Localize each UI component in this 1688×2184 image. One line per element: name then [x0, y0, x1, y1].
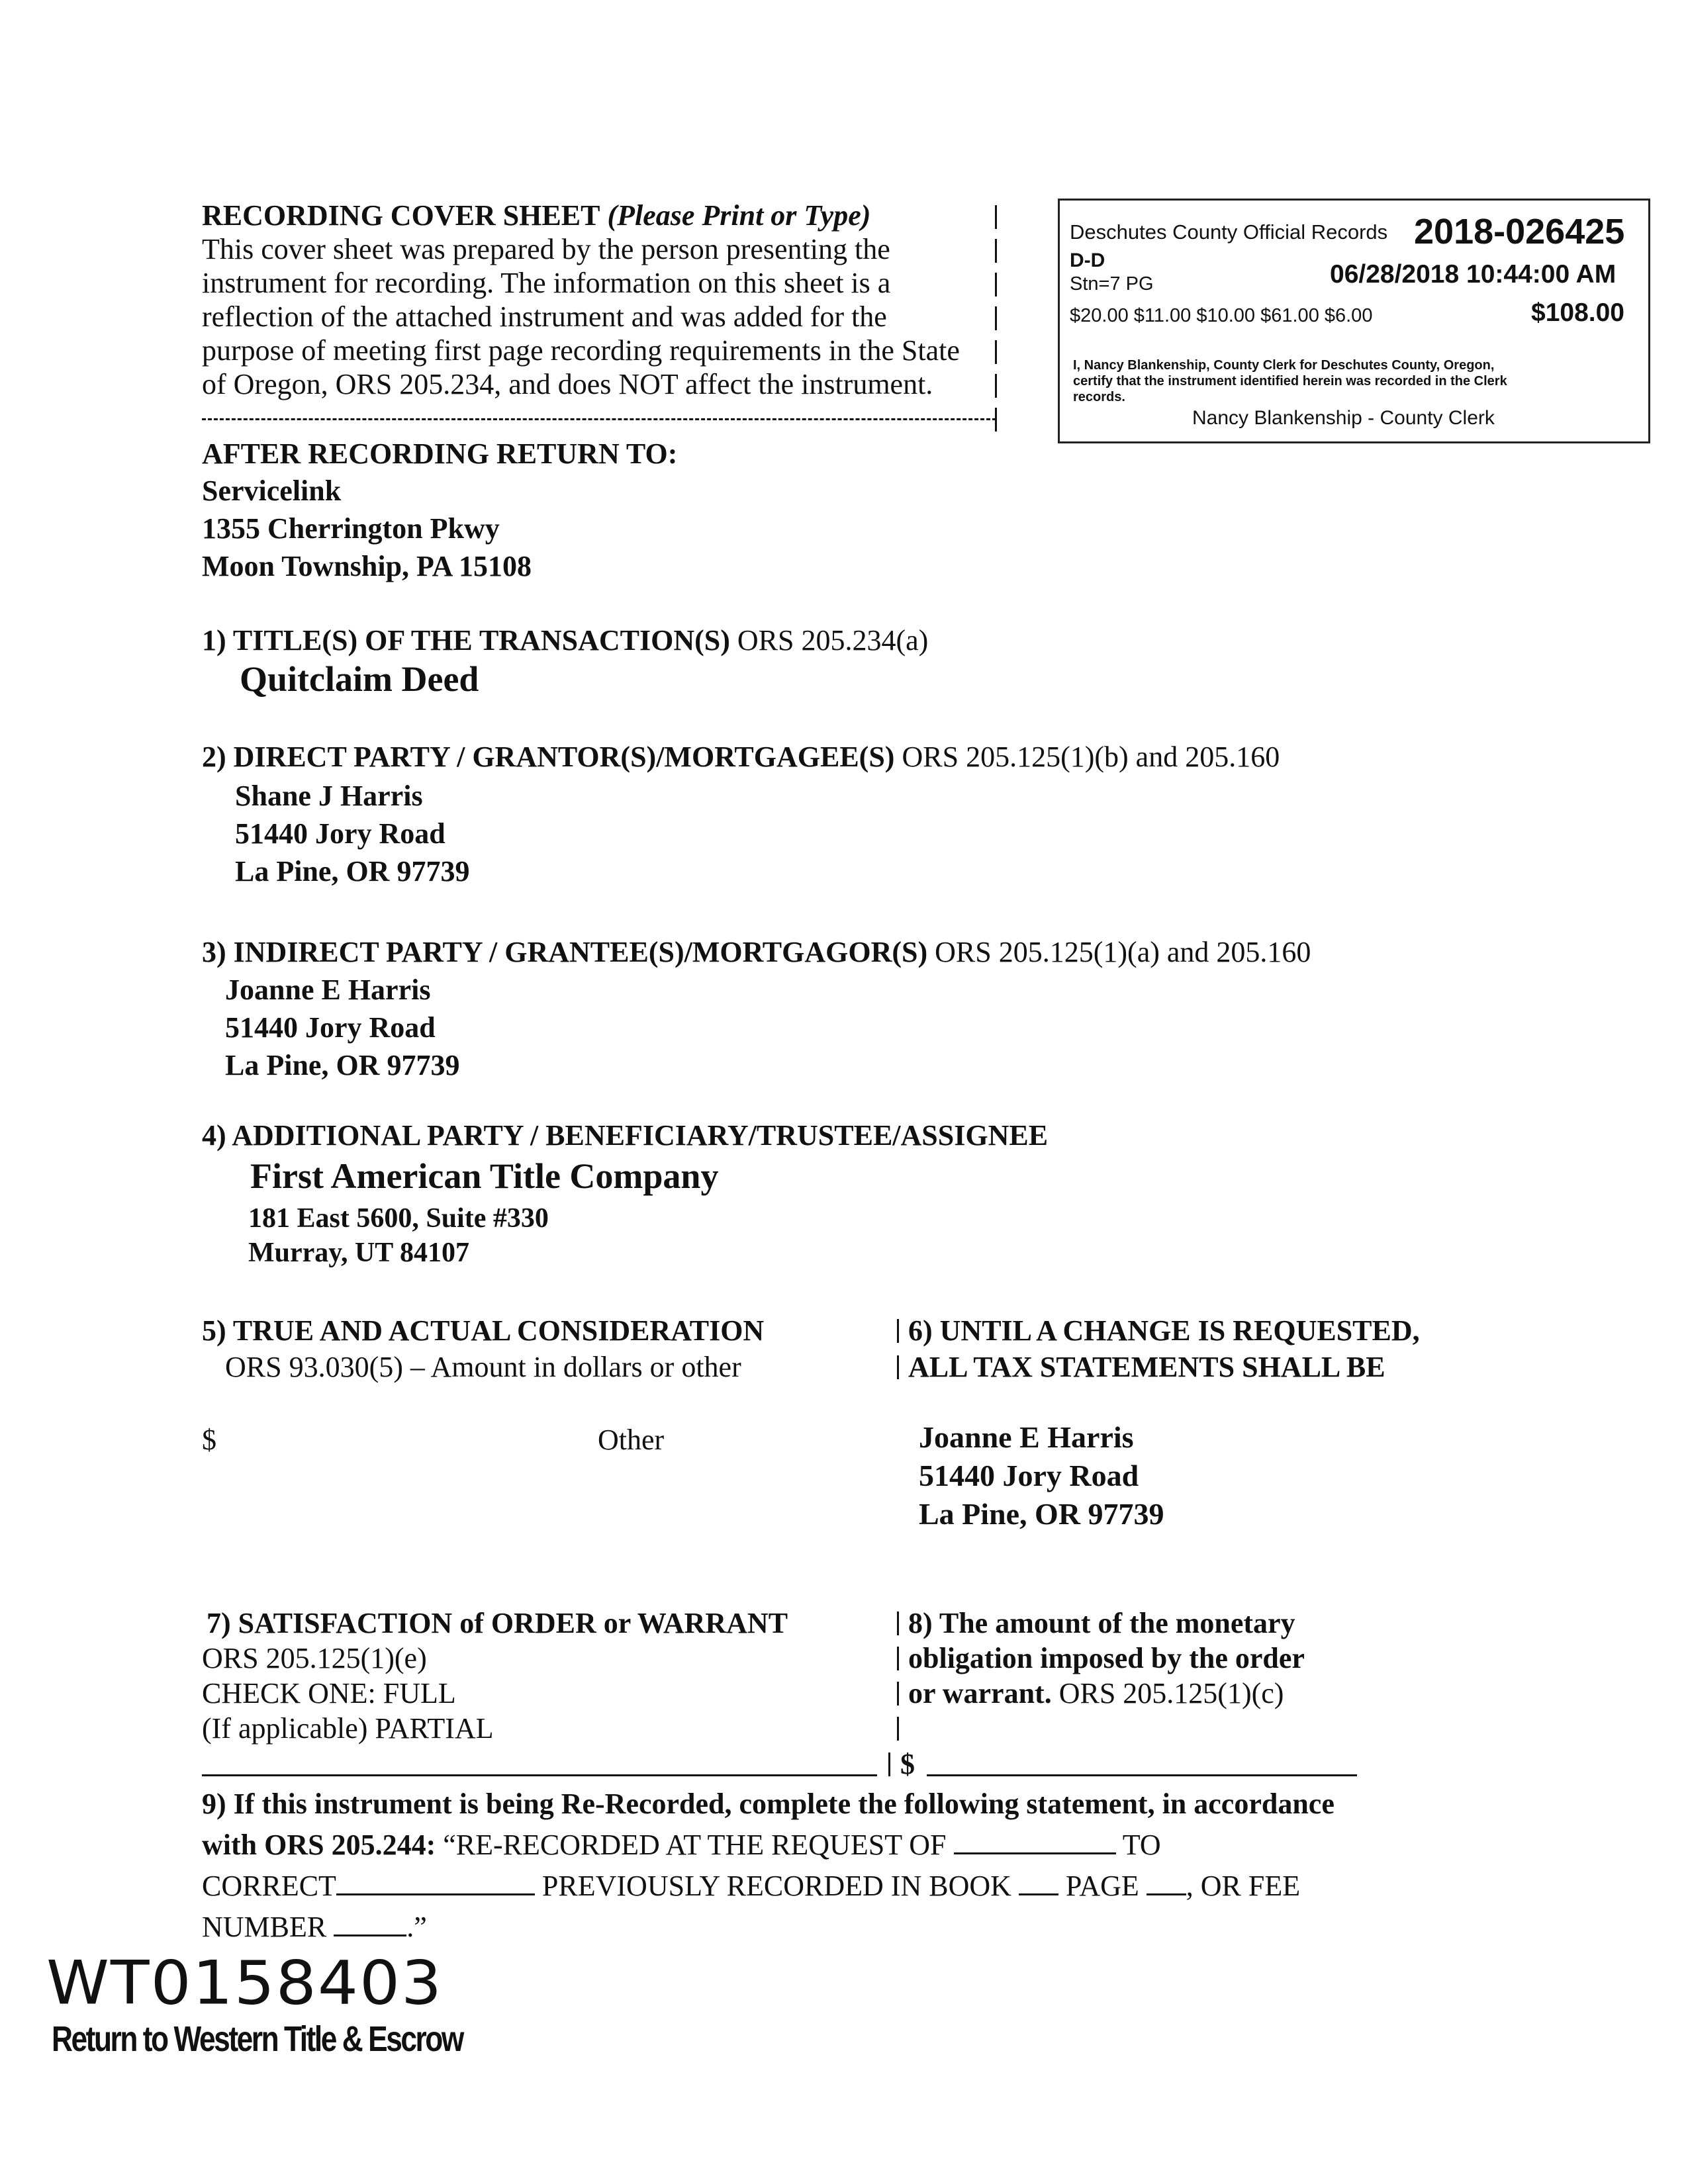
- stamp-datetime: 06/28/2018 10:44:00 AM: [1330, 260, 1617, 289]
- check-partial: (If applicable) PARTIAL: [202, 1712, 494, 1745]
- stamp-fees: $20.00 $11.00 $10.00 $61.00 $6.00: [1070, 305, 1373, 326]
- section-9-line-2a: “RE-RECORDED AT THE REQUEST OF: [443, 1829, 947, 1861]
- section-8-line-3: or warrant.: [908, 1677, 1052, 1709]
- section-1-heading: 1) TITLE(S) OF THE TRANSACTION(S): [202, 624, 730, 657]
- divider-bar: [897, 1682, 899, 1706]
- return-stamp: Return to Western Title & Escrow: [52, 2019, 463, 2059]
- divider-bar: [897, 1355, 899, 1379]
- section-8-line-1: 8) The amount of the monetary: [908, 1607, 1295, 1639]
- section-8-line-2: obligation imposed by the order: [908, 1642, 1305, 1674]
- divider-bar: [995, 273, 997, 296]
- section-8-ref: ORS 205.125(1)(c): [1058, 1677, 1284, 1709]
- cover-title: RECORDING COVER SHEET: [202, 199, 600, 232]
- section-9-line-3b: PREVIOUSLY RECORDED IN BOOK: [541, 1870, 1011, 1902]
- stamp-doc-type: D-D: [1070, 250, 1105, 271]
- intro-line-2: instrument for recording. The information on this sheet is a: [202, 267, 891, 299]
- fee-number-blank: [334, 1911, 406, 1936]
- section-3-heading: 3) INDIRECT PARTY / GRANTEE(S)/MORTGAGOR(S): [202, 936, 928, 968]
- section-9-line-2b: TO: [1122, 1829, 1161, 1861]
- cover-title-note: (Please Print or Type): [607, 199, 871, 232]
- stamp-total: $108.00: [1531, 298, 1624, 327]
- recording-stamp: [1058, 199, 1650, 443]
- section-3-ref: ORS 205.125(1)(a) and 205.160: [935, 936, 1311, 968]
- transaction-title: Quitclaim Deed: [240, 659, 479, 699]
- page-blank: [1147, 1870, 1186, 1895]
- section-5-sub: ORS 93.030(5) – Amount in dollars or other: [225, 1351, 741, 1383]
- consideration-value: Other: [598, 1424, 665, 1456]
- amount-line: [927, 1774, 1357, 1776]
- divider-bar: [897, 1647, 899, 1670]
- divider-bar: [888, 1752, 890, 1776]
- section-9-line-4a: NUMBER: [202, 1911, 327, 1943]
- cover-title-line: [202, 199, 870, 233]
- tax-address: 51440 Jory Road: [919, 1459, 1139, 1492]
- book-blank: [1019, 1870, 1058, 1895]
- tax-name: Joanne E Harris: [919, 1420, 1134, 1454]
- stamp-record-number: 2018-026425: [1414, 212, 1625, 251]
- grantor-address: 51440 Jory Road: [235, 817, 445, 850]
- section-7-ref: ORS 205.125(1)(e): [202, 1642, 427, 1674]
- section-7-heading: 7) SATISFACTION of ORDER or WARRANT: [207, 1607, 788, 1639]
- amount-dollar: $: [900, 1748, 915, 1780]
- section-2-ref: ORS 205.125(1)(b) and 205.160: [902, 741, 1280, 773]
- section-9-ref: with ORS 205.244:: [202, 1829, 436, 1861]
- intro-line-1: This cover sheet was prepared by the person presenting the: [202, 233, 890, 265]
- check-one-full: CHECK ONE: FULL: [202, 1677, 456, 1709]
- dashed-separator: [202, 418, 996, 420]
- divider-bar: [995, 205, 997, 229]
- divider-bar: [995, 239, 997, 263]
- section-9-line-4b: .”: [406, 1911, 427, 1943]
- correct-blank: [336, 1870, 535, 1895]
- section-4-heading: 4) ADDITIONAL PARTY / BENEFICIARY/TRUSTEE/ASSIGNEE: [202, 1119, 1049, 1152]
- divider-bar: [897, 1612, 899, 1635]
- stamp-cert-1: I, Nancy Blankenship, County Clerk for Deschutes County, Oregon,: [1073, 358, 1495, 373]
- additional-party-address: 181 East 5600, Suite #330: [248, 1203, 549, 1234]
- grantee-city: La Pine, OR 97739: [225, 1049, 460, 1081]
- stamp-clerk: Nancy Blankenship - County Clerk: [1192, 407, 1495, 429]
- stamp-station: Stn=7 PG: [1070, 273, 1154, 295]
- section-9-line-1: 9) If this instrument is being Re-Recorded, complete the following statement, in accordance: [202, 1788, 1335, 1820]
- tax-city: La Pine, OR 97739: [919, 1497, 1164, 1531]
- intro-line-3: reflection of the attached instrument and was added for the: [202, 300, 887, 333]
- section-6-heading-2: ALL TAX STATEMENTS SHALL BE: [908, 1351, 1385, 1383]
- stamp-cert-3: records.: [1073, 390, 1125, 404]
- return-to-line-2: 1355 Cherrington Pkwy: [202, 512, 500, 545]
- stamp-cert-2: certify that the instrument identified herein was recorded in the Clerk: [1073, 374, 1507, 388]
- section-9-line-3a: CORRECT: [202, 1870, 336, 1902]
- intro-line-4: purpose of meeting first page recording requirements in the State: [202, 334, 960, 367]
- divider-bar: [897, 1717, 899, 1741]
- section-1-ref: ORS 205.234(a): [737, 624, 929, 657]
- divider-bar: [995, 306, 997, 330]
- stamp-office: Deschutes County Official Records: [1070, 220, 1388, 244]
- section-9-line-3c: PAGE: [1065, 1870, 1139, 1902]
- return-to-line-3: Moon Township, PA 15108: [202, 550, 532, 582]
- handwritten-order-number: WT0158403: [46, 1947, 444, 2019]
- request-blank: [954, 1829, 1116, 1854]
- section-6-heading-1: 6) UNTIL A CHANGE IS REQUESTED,: [908, 1314, 1420, 1347]
- section-2-heading: 2) DIRECT PARTY / GRANTOR(S)/MORTGAGEE(S): [202, 741, 895, 773]
- grantee-address: 51440 Jory Road: [225, 1011, 436, 1044]
- intro-line-5: of Oregon, ORS 205.234, and does NOT affect the instrument.: [202, 368, 933, 400]
- grantee-name: Joanne E Harris: [225, 974, 431, 1006]
- grantor-city: La Pine, OR 97739: [235, 855, 470, 887]
- section-9-line-3d: , OR FEE: [1186, 1870, 1301, 1902]
- grantor-name: Shane J Harris: [235, 780, 423, 812]
- return-to-heading: AFTER RECORDING RETURN TO:: [202, 437, 678, 470]
- consideration-dollar: $: [202, 1424, 216, 1456]
- divider-bar: [995, 340, 997, 364]
- divider-bar: [897, 1319, 899, 1343]
- return-to-line-1: Servicelink: [202, 475, 342, 507]
- section-5-heading: 5) TRUE AND ACTUAL CONSIDERATION: [202, 1314, 765, 1347]
- signature-line: [202, 1774, 877, 1776]
- additional-party-city: Murray, UT 84107: [248, 1238, 470, 1268]
- divider-bar: [995, 374, 997, 398]
- additional-party-name: First American Title Company: [250, 1156, 719, 1196]
